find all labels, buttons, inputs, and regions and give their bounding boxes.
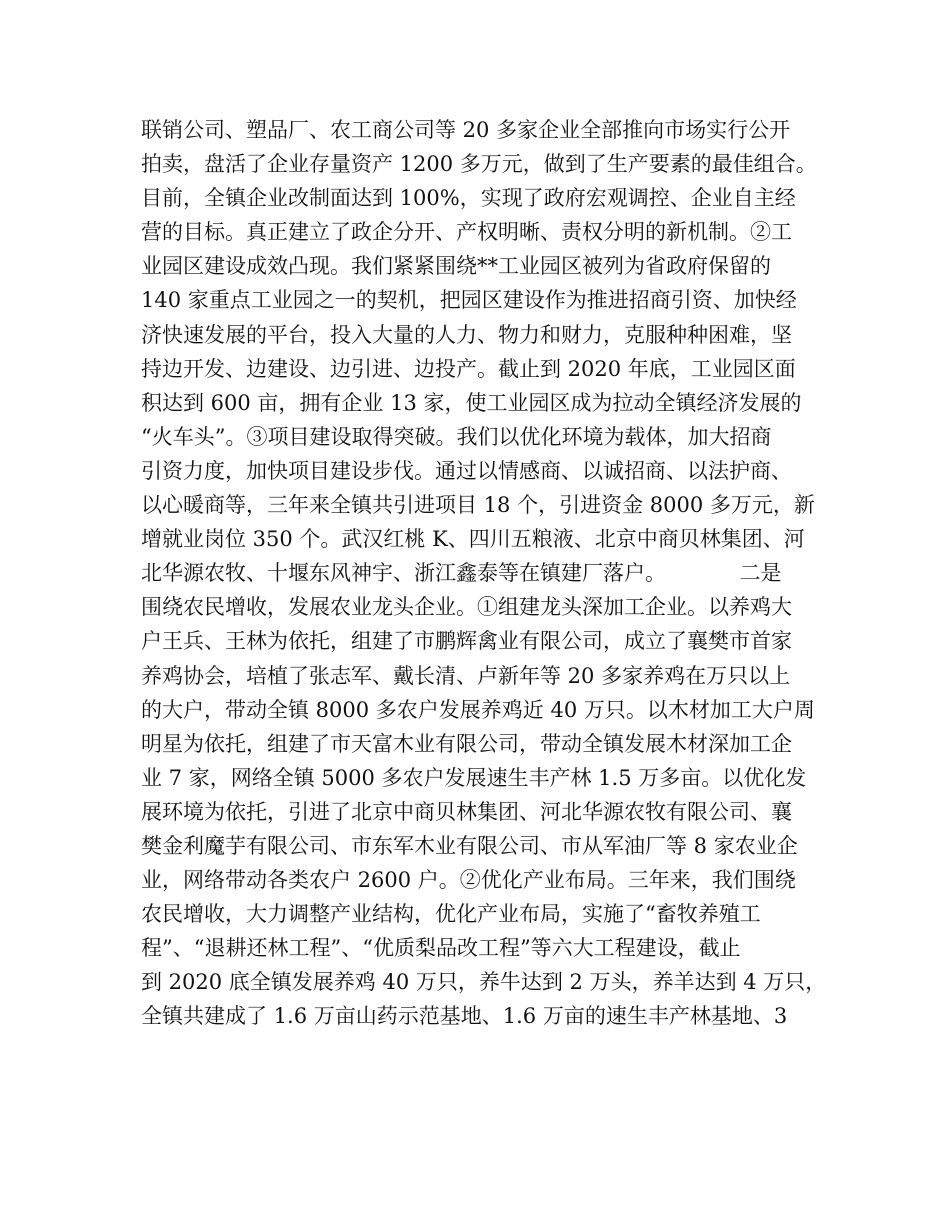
text-line: 到 2020 底全镇发展养鸡 40 万只，养牛达到 2 万头，养羊达到 4 万只， [141, 970, 827, 995]
text-line: 的大户，带动全镇 8000 多农户发展养鸡近 40 万只。以木材加工大户周 [141, 697, 815, 722]
text-line: 北华源农牧、十堰东风神宇、浙江鑫泰等在镇建厂落户。 二是 [141, 561, 782, 586]
text-line: 济快速发展的平台，投入大量的人力、物力和财力，克服种种困难，坚 [141, 322, 792, 347]
text-line: 明星为依托，组建了市天富木业有限公司，带动全镇发展木材深加工企 [141, 731, 792, 756]
text-line: 140 家重点工业园之一的契机，把园区建设作为推进招商引资、加快经 [141, 288, 797, 313]
text-line: 樊金利魔芋有限公司、市东军木业有限公司、市从军油厂等 8 家农业企 [141, 833, 798, 858]
text-line: 养鸡协会，培植了张志军、戴长清、卢新年等 20 多家养鸡在万只以上 [141, 663, 791, 688]
body-text [141, 113, 831, 1034]
text-line: “火车头”。③项目建设取得突破。我们以优化环境为载体，加大招商 [141, 424, 772, 449]
text-line: 以心暖商等，三年来全镇共引进项目 18 个，引进资金 8000 多万元，新 [141, 493, 815, 518]
text-line: 农民增收，大力调整产业结构，优化产业布局，实施了“畜牧养殖工 [141, 902, 761, 927]
text-line: 业，网络带动各类农户 2600 户。②优化产业布局。三年来，我们围绕 [141, 868, 796, 893]
text-line: 全镇共建成了 1.6 万亩山药示范基地、1.6 万亩的速生丰产林基地、3 [141, 1004, 788, 1029]
text-line: 业园区建设成效凸现。我们紧紧围绕**工业园区被列为省政府保留的 [141, 254, 771, 279]
text-line: 业 7 家，网络全镇 5000 多农户发展速生丰产林 1.5 万多亩。以优化发 [141, 765, 807, 790]
text-line: 引资力度，加快项目建设步伐。通过以情感商、以诚招商、以法护商、 [141, 458, 792, 483]
text-line: 联销公司、塑品厂、农工商公司等 20 多家企业全部推向市场实行公开 [141, 118, 791, 142]
text-line: 持边开发、边建设、边引进、边投产。截止到 2020 年底，工业园区面 [141, 356, 796, 381]
text-line: 增就业岗位 350 个。武汉红桃 K、四川五粮液、北京中商贝林集团、河 [141, 527, 805, 552]
text-line: 营的目标。真正建立了政企分开、产权明晰、责权分明的新机制。②工 [141, 220, 792, 245]
text-line: 围绕农民增收，发展农业龙头企业。①组建龙头深加工企业。以养鸡大 [141, 595, 792, 620]
text-line: 拍卖，盘活了企业存量资产 1200 多万元，做到了生产要素的最佳组合。 [141, 152, 817, 177]
text-line: 程”、“退耕还林工程”、“优质梨品改工程”等六大工程建设，截止 [141, 936, 741, 961]
text-line: 展环境为依托，引进了北京中商贝林集团、河北华源农牧有限公司、襄 [141, 799, 792, 824]
text-line: 积达到 600 亩，拥有企业 13 家，使工业园区成为拉动全镇经济发展的 [141, 390, 802, 415]
text-line: 户王兵、王林为依托，组建了市鹏辉禽业有限公司，成立了襄樊市首家 [141, 629, 792, 654]
text-line: 目前，全镇企业改制面达到 100%，实现了政府宏观调控、企业自主经 [141, 186, 796, 211]
